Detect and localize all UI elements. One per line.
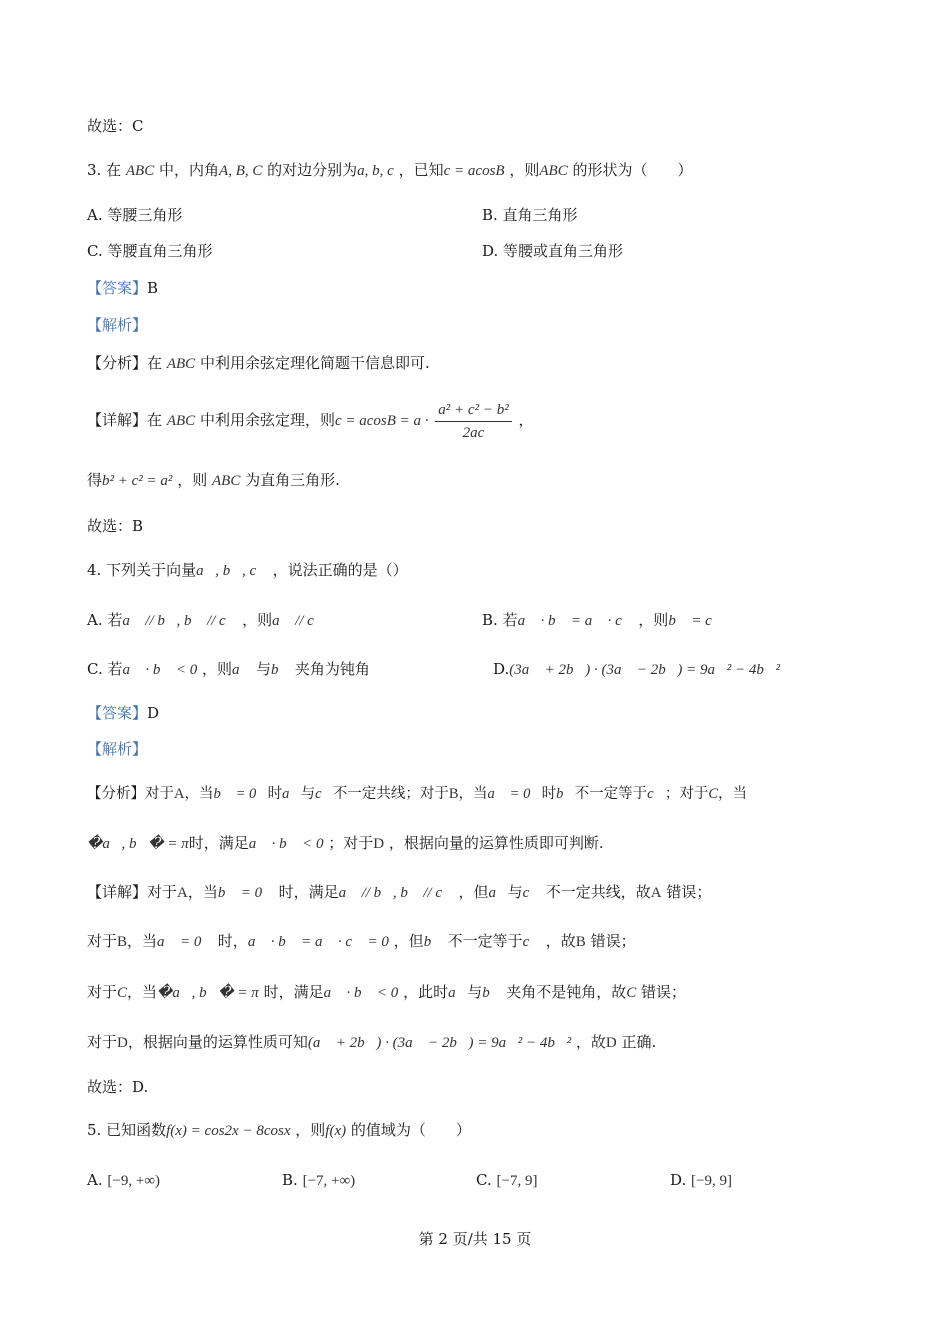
text: 对于 <box>87 1033 118 1051</box>
math: c⃗ <box>315 786 333 802</box>
text: 下列关于向量 <box>106 561 197 579</box>
q3-analysis-tag <box>87 315 147 335</box>
math: ABC <box>166 413 196 429</box>
answer-tag: 【答案】 <box>87 704 148 722</box>
math: A <box>650 885 662 901</box>
text: 时，满足 <box>278 883 339 901</box>
math: B <box>448 786 459 802</box>
math: b⃗ <box>270 662 291 678</box>
text: 对于 <box>145 786 174 802</box>
math: a⃗ · b⃗ < 0 <box>248 836 324 852</box>
text: 中，内角 <box>159 161 220 179</box>
text: ，则 <box>509 161 540 179</box>
math: C <box>708 786 719 802</box>
text: 错误； <box>666 883 712 901</box>
math: a, b, c <box>357 163 394 179</box>
math: ABC <box>125 163 155 179</box>
text: 错误； <box>590 932 636 950</box>
text: A. 若 <box>87 611 123 629</box>
math: c = acosB <box>443 163 505 179</box>
math: [−9, +∞) <box>107 1173 160 1189</box>
question-number: 4. <box>87 561 102 579</box>
text: ，此时 <box>403 983 449 1001</box>
text: ，当 <box>184 786 214 802</box>
answer-value: B <box>147 279 159 297</box>
text: 对于 <box>87 983 118 1001</box>
text: 为直角三角形. <box>245 471 340 489</box>
math: a⃗ <box>488 885 508 901</box>
text: C. 若 <box>87 660 123 678</box>
text: ，当 <box>127 932 158 950</box>
q3-conclusion <box>87 470 340 491</box>
text: ，故 <box>575 1033 606 1051</box>
q5-option-a <box>87 1170 160 1191</box>
math: b⃗ <box>556 786 575 802</box>
q4-answer <box>87 703 159 723</box>
math: c⃗ <box>522 934 541 950</box>
q5-option-c <box>476 1170 537 1191</box>
q4-option-b <box>482 610 723 631</box>
math: D <box>373 836 385 852</box>
q3-option-a: A. 等腰三角形 <box>87 206 183 224</box>
math: b⃗ = c⃗ <box>668 613 724 629</box>
question-number: 5. <box>87 1121 102 1139</box>
text: 与 <box>255 660 271 678</box>
text: 不一定共线；对于 <box>332 786 449 802</box>
math: a⃗ <box>282 786 301 802</box>
math: [−9, 9] <box>691 1173 732 1189</box>
text: 与 <box>467 983 483 1001</box>
math: a⃗ // b⃗, b⃗ // c⃗ <box>338 885 454 901</box>
text: ，当 <box>458 786 488 802</box>
text: ，已知 <box>398 161 444 179</box>
text: 已知函数 <box>106 1121 167 1139</box>
math: c = acosB = a · <box>334 413 429 429</box>
text: 夹角不是钝角，故 <box>506 983 627 1001</box>
text: 中利用余弦定理，则 <box>199 411 335 429</box>
question-4-stem <box>87 560 408 581</box>
text: 不一定共线，故 <box>545 883 651 901</box>
math: ABC <box>212 473 241 489</box>
math: A <box>174 786 185 802</box>
text: ，当 <box>127 983 158 1001</box>
math: a⃗ // b⃗, b⃗ // c⃗ <box>122 613 238 629</box>
math: b⃗ = 0⃗ <box>213 786 268 802</box>
text: D. <box>493 660 510 678</box>
text: 不一定等于 <box>574 786 648 802</box>
math: b⃗ = 0⃗ <box>217 885 274 901</box>
option-label: D. <box>670 1171 687 1189</box>
q4-option-a <box>87 610 326 631</box>
text: ，则 <box>295 1121 326 1139</box>
question-3-stem <box>87 160 693 181</box>
answer-tag: 【答案】 <box>87 279 148 297</box>
fraction-numerator: a² + c² − b² <box>435 399 511 422</box>
xiangjie-tag: 【详解】 <box>87 411 148 429</box>
math: C <box>626 985 637 1001</box>
text: 对于 <box>147 883 178 901</box>
text: 时 <box>541 786 557 802</box>
math: a⃗ = 0⃗ <box>487 786 542 802</box>
text: 在 <box>147 354 163 372</box>
question-5-stem <box>87 1120 471 1141</box>
text: ，根据向量的运算性质可知 <box>127 1033 308 1051</box>
math: B <box>575 934 586 950</box>
xiangjie-tag: 【详解】 <box>87 883 148 901</box>
math: a⃗ = 0⃗ <box>157 934 214 950</box>
text: 时，满足 <box>263 983 324 1001</box>
text: ，故 <box>545 932 576 950</box>
math: a⃗ · b⃗ < 0 <box>122 662 198 678</box>
text: 时 <box>267 786 283 802</box>
text: 时， <box>217 932 248 950</box>
q5-option-d <box>670 1170 732 1191</box>
fraction-denominator: 2ac <box>462 424 485 441</box>
math: A <box>177 885 188 901</box>
q4-xiangjie-line-3 <box>87 982 686 1003</box>
math: [−7, +∞) <box>302 1173 356 1189</box>
text: 时，满足 <box>188 834 249 852</box>
q3-option-b: B. 直角三角形 <box>482 206 578 224</box>
text: 的对边分别为 <box>267 161 358 179</box>
question-number: 3. <box>87 161 102 179</box>
math: a⃗ · b⃗ < 0 <box>323 985 399 1001</box>
text: 不一定等于 <box>447 932 523 950</box>
page-footer: 第 2 页/共 15 页 <box>418 1230 532 1248</box>
text: ，当 <box>187 883 218 901</box>
q3-fenxi <box>87 353 430 374</box>
text: 在 <box>147 411 163 429</box>
math: C <box>117 985 128 1001</box>
text: 正确. <box>621 1033 657 1051</box>
math: (a⃗ + 2b⃗) · (3a⃗ − 2b⃗) = 9a⃗² − 4b⃗² <box>307 1035 572 1051</box>
q3-option-c: C. 等腰直角三角形 <box>87 242 213 260</box>
answer-value: D <box>147 704 160 722</box>
text: ，说法正确的是（） <box>272 561 408 579</box>
q4-final: 故选：D. <box>87 1078 149 1096</box>
math: D <box>117 1035 128 1051</box>
text: 与 <box>507 883 523 901</box>
text: 中利用余弦定理化简题干信息即可. <box>199 354 430 372</box>
q3-xiangjie <box>87 396 534 445</box>
q4-option-d <box>493 659 780 680</box>
math: a⃗ · b⃗ = a⃗ · c⃗ = 0 <box>247 934 389 950</box>
fenxi-tag: 【分析】 <box>87 786 145 802</box>
math: a⃗ · b⃗ = a⃗ · c⃗ <box>517 613 634 629</box>
text: ；对于 <box>328 834 374 852</box>
option-label: B. <box>282 1171 298 1189</box>
math: b⃗ <box>423 934 443 950</box>
q4-option-c <box>87 659 370 680</box>
text: 的形状为（ ） <box>572 161 693 179</box>
math: b² + c² = a² <box>102 473 173 489</box>
fenxi-tag: 【分析】 <box>87 354 148 372</box>
q4-fenxi-line-1 <box>87 784 747 804</box>
math: a⃗, b⃗, c⃗ <box>196 563 268 579</box>
text: 的值域为（ ） <box>350 1121 471 1139</box>
text: ，则 <box>177 471 208 489</box>
text: B. 若 <box>482 611 518 629</box>
math: �a⃗, b⃗� = π <box>157 985 259 1001</box>
math: ABC <box>539 163 568 179</box>
text: ，但 <box>393 932 424 950</box>
math: B <box>117 934 128 950</box>
q3-option-d: D. 等腰或直角三角形 <box>482 242 624 260</box>
q4-xiangjie-line-2 <box>87 931 636 952</box>
math: ABC <box>166 356 196 372</box>
analysis-tag: 【解析】 <box>87 740 148 758</box>
text: ，则 <box>638 611 669 629</box>
q4-xiangjie-line-4 <box>87 1032 656 1053</box>
q5-option-b <box>282 1170 355 1191</box>
option-label: C. <box>476 1171 492 1189</box>
math: D <box>605 1035 617 1051</box>
text: 与 <box>300 786 316 802</box>
text: 得 <box>87 471 103 489</box>
text: ，则 <box>201 660 232 678</box>
math: a⃗ // c⃗ <box>272 613 326 629</box>
q3-final: 故选：B <box>87 517 144 535</box>
prev-answer: 故选：C <box>87 117 144 135</box>
math: c⃗ <box>522 885 541 901</box>
text: 在 <box>106 161 122 179</box>
q4-xiangjie-line-1 <box>87 882 711 903</box>
math: c⃗ <box>647 786 665 802</box>
text: ，则 <box>242 611 273 629</box>
text: ；对于 <box>664 786 709 802</box>
text: 错误； <box>641 983 687 1001</box>
math: f(x) = cos2x − 8cosx <box>166 1123 291 1139</box>
text: ，当 <box>718 786 748 802</box>
q3-answer <box>87 278 158 298</box>
text: ，根据向量的运算性质即可判断. <box>388 834 604 852</box>
option-label: A. <box>87 1171 103 1189</box>
text: ， <box>518 411 534 429</box>
math: b⃗ <box>482 985 502 1001</box>
math: [−7, 9] <box>496 1173 538 1189</box>
text: 对于 <box>87 932 118 950</box>
text: ，但 <box>458 883 489 901</box>
math: A, B, C <box>219 163 263 179</box>
math: a⃗ <box>232 662 252 678</box>
text: 夹角为钝角 <box>294 660 370 678</box>
math: �a⃗, b⃗� = π <box>87 836 189 852</box>
math: a⃗ <box>448 985 468 1001</box>
math: f(x) <box>325 1123 347 1139</box>
analysis-tag: 【解析】 <box>87 316 148 334</box>
q4-analysis-tag <box>87 739 147 759</box>
math: (3a⃗ + 2b⃗) · (3a⃗ − 2b⃗) = 9a⃗² − 4b⃗² <box>509 662 780 678</box>
fraction <box>435 399 511 444</box>
q4-fenxi-line-2 <box>87 833 604 854</box>
